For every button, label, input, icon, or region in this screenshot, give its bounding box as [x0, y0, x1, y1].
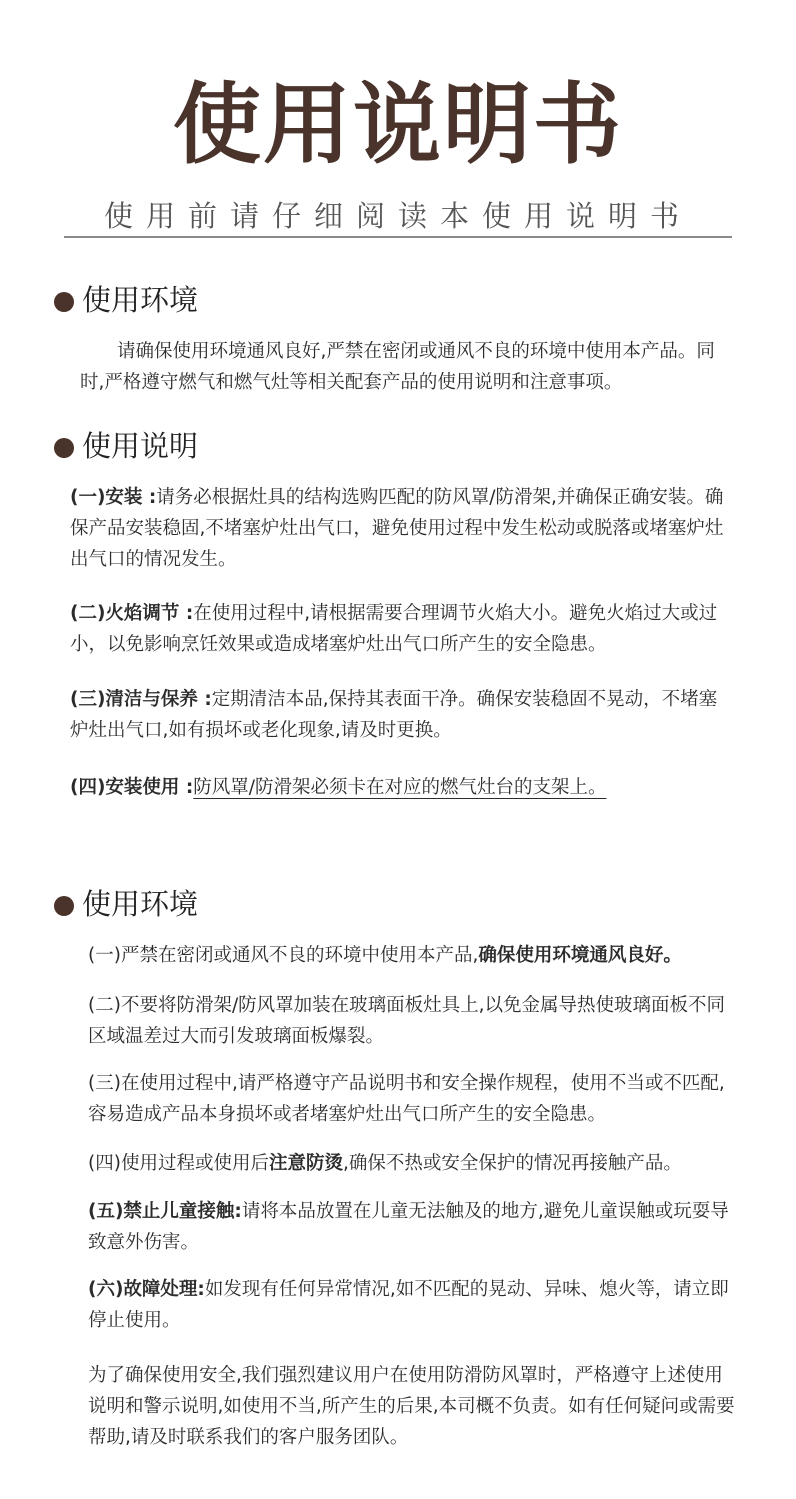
page-subtitle: 使用前请仔细阅读本使用说明书 [103, 199, 692, 233]
warning-prefix: (四) [88, 1153, 121, 1174]
instruction-label: (四)安装使用 : [70, 777, 194, 798]
instruction-item-flame [70, 598, 730, 660]
section-heading-environment-warnings [54, 884, 198, 924]
environment-paragraph: 请确保使用环境通风良好,严禁在密闭或通风不良的环境中使用本产品。同时,严格遵守燃气和燃气灶等相关配套产品的使用说明和注意事项。 [80, 341, 715, 393]
warning-text: 在使用过程中,请严格遵守产品说明书和安全操作规程，使用不当或不匹配,容易造成产品本身损坏或者堵塞炉灶出气口所产生的安全隐患。 [88, 1073, 725, 1125]
instruction-text: 请务必根据灶具的结构选购匹配的防风罩/防滑架,并确保正确安装。确保产品安装稳固,不堵塞炉灶出气口，避免使用过程中发生松动或脱落或堵塞炉灶出气口的情况发生。 [70, 487, 724, 570]
section-heading-environment [54, 280, 198, 320]
instruction-text: 定期清洁本品,保持其表面干净。确保安装稳固不晃动，不堵塞炉灶出气口,如有损坏或老化现象,请及时更换。 [70, 689, 718, 741]
instruction-label: (二)火焰调节 : [70, 603, 194, 624]
warning-text: 严禁在密闭或通风不良的环境中使用本产品, [120, 945, 479, 966]
warning-item-2 [88, 990, 738, 1052]
instruction-item-usage [70, 772, 730, 803]
instruction-item-cleaning [70, 684, 730, 746]
warning-item-1 [88, 940, 738, 971]
warning-item-3 [88, 1068, 738, 1130]
warning-prefix: (三) [88, 1073, 121, 1094]
bullet-dot-icon [54, 292, 74, 312]
instruction-label: (三)清洁与保养 : [70, 689, 212, 710]
instruction-item-install [70, 482, 730, 575]
warning-prefix: (二) [88, 995, 121, 1016]
warning-item-5 [88, 1196, 738, 1258]
bullet-dot-icon [54, 896, 74, 916]
section-heading-label: 使用说明 [82, 429, 199, 463]
warning-text: 如发现有任何异常情况,如不匹配的晃动、异味、熄火等，请立即停止使用。 [88, 1279, 729, 1331]
warning-item-6 [88, 1274, 738, 1336]
subtitle-divider [64, 236, 732, 238]
section-heading-instructions [54, 426, 198, 466]
instruction-label: (一)安装 : [70, 487, 157, 508]
section-heading-label: 使用环境 [82, 887, 199, 921]
warning-emphasis: 注意防烫 [268, 1153, 343, 1174]
warning-text: 使用过程或使用后 [120, 1153, 269, 1174]
warning-label: (六)故障处理: [88, 1279, 205, 1300]
warning-prefix: (一) [88, 945, 121, 966]
warning-item-4 [88, 1148, 738, 1179]
warning-text: 请将本品放置在儿童无法触及的地方,避免儿童误触或玩耍导致意外伤害。 [88, 1201, 729, 1253]
bullet-dot-icon [54, 438, 74, 458]
warning-text: 不要将防滑架/防风罩加装在玻璃面板灶具上,以免金属导热使玻璃面板不同区域温差过大而引发玻璃面板爆裂。 [88, 995, 726, 1047]
section-heading-label: 使用环境 [82, 283, 199, 317]
warning-text: ,确保不热或安全保护的情况再接触产品。 [342, 1153, 682, 1174]
warning-emphasis: 确保使用环境通风良好。 [478, 945, 682, 966]
instruction-text: 防风罩/防滑架必须卡在对应的燃气灶台的支架上。 [193, 777, 607, 798]
page-title: 使用说明书 [172, 73, 623, 176]
warning-label: (五)禁止儿童接触: [88, 1201, 242, 1222]
instruction-text: 在使用过程中,请根据需要合理调节火焰大小。避免火焰过大或过小，以免影响烹饪效果或造成堵塞炉灶出气口所产生的安全隐患。 [70, 603, 718, 655]
closing-paragraph: 为了确保使用安全,我们强烈建议用户在使用防滑防风罩时，严格遵守上述使用说明和警示说明,如使用不当,所产生的后果,本司概不负责。如有任何疑问或需要帮助,请及时联系我们的客户服务团队。 [88, 1365, 735, 1448]
